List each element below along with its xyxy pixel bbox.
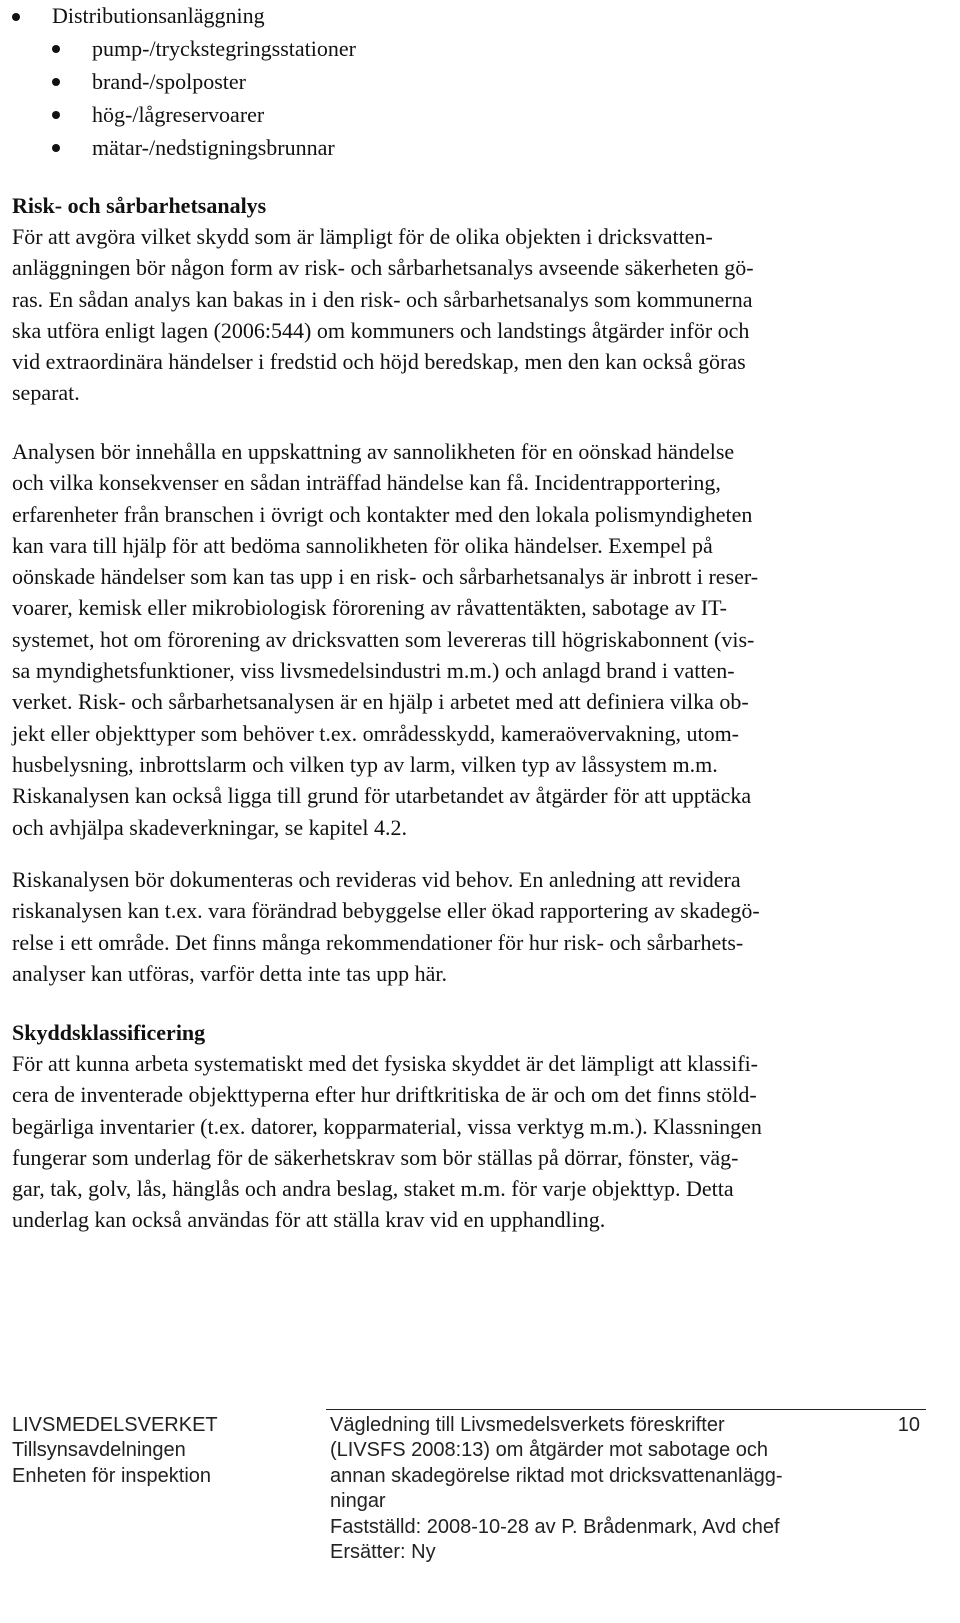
text-line: Riskanalysen kan också ligga till grund för utarbetandet av åtgärder för att upptäcka xyxy=(12,783,752,809)
text-line: separat. xyxy=(12,380,80,406)
page-number: 10 xyxy=(897,1414,920,1436)
text-line: systemet, hot om förorening av dricksvatten som levereras till högriskabonnent (vis- xyxy=(12,626,755,652)
text-line: relse i ett område. Det finns många rekommendationer för hur risk- och sårbarhets- xyxy=(12,929,744,955)
footer-info-line: ningar xyxy=(330,1490,386,1513)
footer-divider xyxy=(326,1409,926,1410)
bullet-icon xyxy=(52,144,60,152)
bullet-icon xyxy=(52,45,60,53)
text-line: sa myndighetsfunktioner, viss livsmedelsindustri m.m.) och anlagd brand i vatten- xyxy=(12,658,735,684)
text-line: jekt eller objekttyper som behöver t.ex. områdesskydd, kameraövervakning, utom- xyxy=(12,720,740,746)
text-line: riskanalysen kan t.ex. vara förändrad bebyggelse eller ökad rapportering av skadegö- xyxy=(12,898,760,924)
bullet-item-main xyxy=(12,0,265,32)
section-heading-risk-analysis: Risk- och sårbarhetsanalys xyxy=(12,193,267,218)
text-line: voarer, kemisk eller mikrobiologisk förorening av råvattentäkten, sabotage av IT- xyxy=(12,595,727,621)
footer-org-line: LIVSMEDELSVERKET xyxy=(12,1414,218,1436)
text-line: begärliga inventarier (t.ex. datorer, kopparmaterial, vissa verktyg m.m.). Klassningen xyxy=(12,1113,762,1139)
footer-document-info xyxy=(330,1413,782,1565)
bullet-sublist xyxy=(52,32,356,164)
text-line: underlag kan också användas för att ställa krav vid en upphandling. xyxy=(12,1207,606,1233)
text-line: husbelysning, inbrottslarm och vilken typ av larm, vilken typ av låssystem m.m. xyxy=(12,751,718,777)
sub-bullet-label: hög-/lågreservoarer xyxy=(92,102,265,127)
footer-org-line: Tillsynsavdelningen xyxy=(12,1439,186,1462)
sub-bullet-item xyxy=(52,98,356,131)
text-line: erfarenheter från branschen i övrigt och kontakter med den lokala polismyndigheten xyxy=(12,501,753,527)
text-line: ska utföra enligt lagen (2006:544) om kommuners och landstings åtgärder inför och xyxy=(12,317,750,343)
bullet-label: Distributionsanläggning xyxy=(52,3,265,28)
text-line: gar, tak, golv, lås, hänglås och andra beslag, staket m.m. för varje objekttyp. Detta xyxy=(12,1176,734,1202)
text-line: vid extraordinära händelser i fredstid och höjd beredskap, men den kan också göras xyxy=(12,349,746,375)
paragraph-documentation xyxy=(12,864,922,989)
footer-organization xyxy=(12,1413,218,1489)
text-line: verket. Risk- och sårbarhetsanalysen är en hjälp i arbetet med att definiera vilka ob- xyxy=(12,689,749,715)
sub-bullet-item xyxy=(52,65,356,98)
footer-info-line: Ersätter: Ny xyxy=(330,1541,436,1564)
paragraph-risk-intro xyxy=(12,221,922,409)
sub-bullet-item xyxy=(52,32,356,65)
footer-org-line: Enheten för inspektion xyxy=(12,1464,212,1487)
text-line: Analysen bör innehålla en uppskattning av sannolikheten för en oönskad händelse xyxy=(12,439,735,464)
text-line: Riskanalysen bör dokumenteras och revideras vid behov. En anledning att revidera xyxy=(12,867,741,892)
text-line: cera de inventerade objekttyperna efter hur driftkritiska de är och om det finns stöld- xyxy=(12,1082,757,1108)
text-line: kan vara till hjälp för att bedöma sannolikheten för olika händelser. Exempel på xyxy=(12,532,713,558)
footer-info-line: annan skadegörelse riktad mot dricksvattenanlägg- xyxy=(330,1464,783,1487)
sub-bullet-item xyxy=(52,131,356,164)
text-line: anläggningen bör någon form av risk- och sårbarhetsanalys avseende säkerheten gö- xyxy=(12,255,754,281)
text-line: oönskade händelser som kan tas upp i en risk- och sårbarhetsanalys är inbrott i reser- xyxy=(12,564,759,590)
bullet-icon xyxy=(52,111,60,119)
text-line: och vilka konsekvenser en sådan inträffad händelse kan få. Incidentrapportering, xyxy=(12,470,721,496)
footer-info-line: (LIVSFS 2008:13) om åtgärder mot sabotage och xyxy=(330,1439,769,1462)
section-heading-classification: Skyddsklassificering xyxy=(12,1020,206,1045)
text-line: ras. En sådan analys kan bakas in i den risk- och sårbarhetsanalys som kommunerna xyxy=(12,286,753,312)
text-line: fungerar som underlag för de säkerhetskrav som bör ställas på dörrar, fönster, väg- xyxy=(12,1144,739,1170)
text-line: För att avgöra vilket skydd som är lämpligt för de olika objekten i dricksvatten- xyxy=(12,224,713,249)
bullet-icon xyxy=(52,78,60,86)
sub-bullet-label: pump-/tryckstegringsstationer xyxy=(92,36,356,61)
sub-bullet-label: mätar-/nedstigningsbrunnar xyxy=(92,135,335,160)
footer-info-line: Vägledning till Livsmedelsverkets föreskrifter xyxy=(330,1414,725,1436)
footer-info-line: Fastställd: 2008-10-28 av P. Brådenmark, Avd chef xyxy=(330,1515,780,1538)
text-line: För att kunna arbeta systematiskt med det fysiska skyddet är det lämpligt att klassifi- xyxy=(12,1051,759,1076)
text-line: och avhjälpa skadeverkningar, se kapitel 4.2. xyxy=(12,814,407,840)
text-line: analyser kan utföras, varför detta inte tas upp här. xyxy=(12,960,447,986)
bullet-icon xyxy=(12,13,20,21)
paragraph-analysis-content xyxy=(12,436,922,843)
paragraph-classification xyxy=(12,1048,922,1236)
sub-bullet-label: brand-/spolposter xyxy=(92,69,246,94)
